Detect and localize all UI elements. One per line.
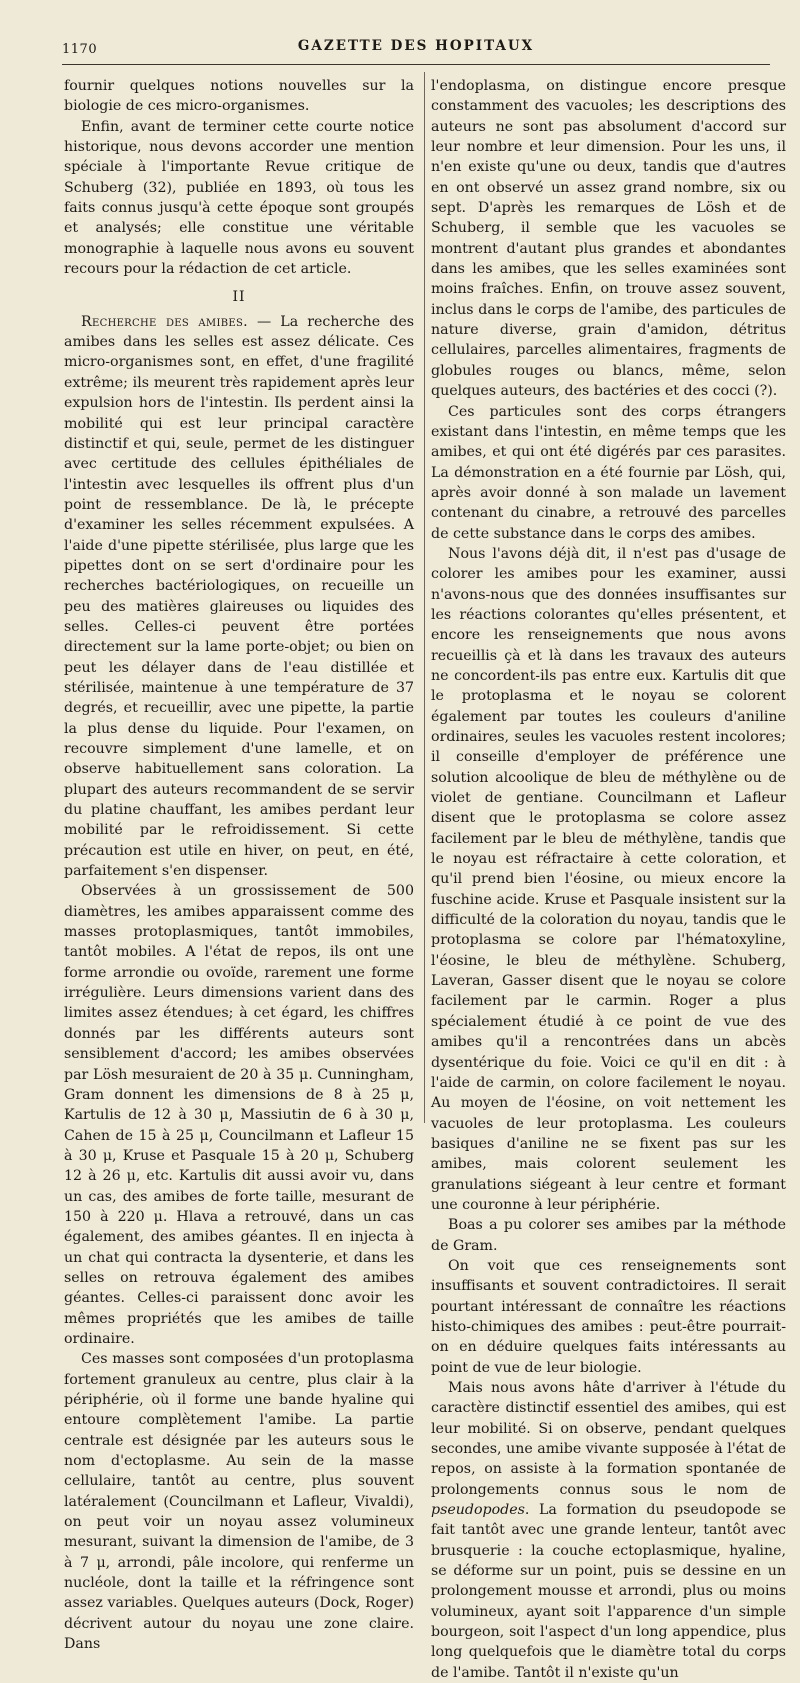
paragraph-text: — La recherche des amibes dans les selles est assez délicate. Ces micro-organismes sont, en effet, d'une fragilité extrême; ils meurent très rapidement après leur expulsion hors de l'intestin. Ils perdent ainsi la mobilité qui est leur principal caractère distinctif et qui, seule, permet de les distinguer avec certitude des cellules épithéliales de l'intestin avec lesquelles ils offrent plus d'un point de ressemblance. De là, le précepte d'examiner les selles récemment expulsées. A l'aide d'une pipette stérilisée, plus large que les pipettes dont on se sert d'ordinaire pour les recherches bactériologiques, on recueille un peu des matières glaireuses ou liquides des selles. Celles-ci peuvent être portées directement sur la lame porte-objet; ou bien on peut les délayer dans de l'eau distillée et stérilisée, maintenue à une température de 37 degrés, et recueillir, avec une pipette, la partie la plus dense du liquide. Pour l'examen, on recouvre simplement d'une lamelle, et on observe habituellement sans coloration. La plupart des auteurs recommandent de se servir du platine chauffant, les amibes perdant leur mobilité par le refroidissement. Si cette précaution est utile en hiver, on peut, en été, parfaitement s'en dispenser. bbox=[64, 313, 414, 880]
paragraph bbox=[431, 1378, 786, 1683]
italic-term: pseudopodes bbox=[431, 1502, 525, 1519]
paragraph: Boas a pu colorer ses amibes par la méthode de Gram. bbox=[431, 1217, 786, 1254]
section-number: II bbox=[232, 289, 246, 306]
page-header bbox=[62, 36, 770, 60]
column-divider bbox=[424, 72, 425, 1123]
paragraph: Nous l'avons déjà dit, il n'est pas d'usage de colorer les amibes pour les examiner, aussi n'avons-nous que des données insuffisantes sur les réactions colorantes qu'elles présentent, et encore les renseignements que nous avons recueillis çà et là dans les travaux des auteurs ne concordent-ils pas entre eux. Kartulis dit que le protoplasma et le noyau se colorent également par toutes les couleurs d'aniline ordinaires, seules les vacuoles restent incolores; il conseille d'employer de préférence une solution alcoolique de bleu de méthylène ou de violet de gentiane. Councilmann et Lafleur disent que le protoplasma se colore assez facilement par le bleu de méthylène, tandis que le noyau est réfractaire à cette coloration, et qu'il prend bien l'éosine, ou mieux encore la fuschine acide. Kruse et Pasquale insistent sur la difficulté de la coloration du noyau, tandis que le protoplasma se colore par l'hématoxyline, l'éosine, le bleu de méthylène. Schuberg, Laveran, Gasser disent que le noyau se colore facilement par le carmin. Roger a plus spécialement étudié à ce point de vue des amibes qu'il a rencontrées dans un abcès dysentérique du foie. Voici ce qu'il en dit : à l'aide de carmin, on colore facilement le noyau. Au moyen de l'éosine, on voit nettement les vacuoles de leur protoplasma. Les couleurs basiques d'aniline ne se fixent pas sur les amibes, mais colorent seulement les granulations siégeant à leur centre et formant une couronne à leur périphérie. bbox=[431, 545, 786, 1213]
paragraph: Ces masses sont composées d'un protoplasma fortement granuleux au centre, plus clair à la périphérie, où il forme une bande hyaline qui entoure complètement l'amibe. La partie centrale est désignée par les auteurs sous le nom d'ectoplasme. Au sein de la masse cellulaire, tantôt au centre, plus souvent latéralement (Councilmann et Lafleur, Vivaldi), on peut voir un noyau assez volumineux mesurant, suivant la dimension de l'amibe, de 3 à 7 μ, arrondi, pâle incolore, qui renferme un nucléole, dont la taille et la réfringence sont assez variables. Quelques auteurs (Dock, Roger) décrivent autour du noyau une zone claire. Dans bbox=[64, 1351, 414, 1653]
paragraph-text: Mais nous avons hâte d'arriver à l'étude du caractère distinctif essentiel des amibes, qui est leur mobilité. Si on observe, pendant quelques secondes, une amibe vivante supposée à l'état de repos, on assiste à la formation spontanée de prolongements connus sous le nom de bbox=[431, 1380, 786, 1498]
paragraph-text: . La formation du pseudopode se fait tantôt avec une grande lenteur, tantôt avec brusquerie : la couche ectoplasmique, hyaline, se déforme sur un point, puis se dessine en un prolongement mousse et arrondi, plus ou moins volumineux, ayant soit l'apparence d'un simple bourgeon, soit l'aspect d'un long appendice, plus long quelquefois que le diamètre total du corps de l'amibe. Tantôt il n'existe qu'un bbox=[431, 1502, 786, 1681]
paragraph: fournir quelques notions nouvelles sur la biologie de ces micro-organismes. bbox=[64, 78, 414, 115]
section-heading: Recherche des amibes. bbox=[81, 313, 248, 330]
right-column bbox=[431, 76, 786, 1683]
header-rule bbox=[62, 64, 770, 65]
paragraph: On voit que ces renseignements sont insuffisants et souvent contradictoires. Il serait pourtant intéressant de connaître les réactions histo-chimiques des amibes : peut-être pourrait-on en déduire quelques faits intéressants au point de vue de leur biologie. bbox=[431, 1257, 786, 1376]
paragraph: Observées à un grossissement de 500 diamètres, les amibes apparaissent comme des masses protoplasmiques, tantôt immobiles, tantôt mobiles. A l'état de repos, ils ont une forme arrondie ou ovoïde, rarement une forme irrégulière. Leurs dimensions varient dans des limites assez étendues; à cet égard, les chiffres donnés par les différents auteurs sont sensiblement d'accord; les amibes observées par Lösh mesuraient de 20 à 35 μ. Cunningham, Gram donnent les dimensions de 8 à 25 μ, Kartulis de 12 à 30 μ, Massiutin de 6 à 30 μ, Cahen de 15 à 25 μ, Councilmann et Lafleur 15 à 30 μ, Kruse et Pasquale 15 à 20 μ, Schuberg 12 à 26 μ, etc. Kartulis dit aussi avoir vu, dans un cas, des amibes de forte taille, mesurant de 150 à 220 μ. Hlava a retrouvé, dans un cas également, des amibes géantes. Il en injecta à un chat qui contracta la dysenterie, et dans les selles on retrouva également des amibes géantes. Celles-ci paraissent donc avoir les mêmes propriétés que les amibes de taille ordinaire. bbox=[64, 883, 414, 1347]
paragraph bbox=[64, 312, 414, 882]
paragraph: l'endoplasma, on distingue encore presque constamment des vacuoles; les descriptions des auteurs ne sont pas absolument d'accord sur leur nombre et leur dimension. Pour les uns, il n'en existe qu'une ou deux, tandis que d'autres en ont observé un assez grand nombre, six ou sept. D'après les remarques de Lösh et de Schuberg, il semble que les vacuoles se montrent d'autant plus grandes et abondantes dans les amibes, que les selles examinées sont moins fraîches. Enfin, on trouve assez souvent, inclus dans le corps de l'amibe, des particules de nature diverse, grain d'amidon, détritus cellulaires, parcelles alimentaires, fragments de globules rouges ou blancs, même, selon quelques auteurs, des bactéries et des cocci (?). bbox=[431, 78, 786, 400]
running-title: GAZETTE DES HOPITAUX bbox=[297, 38, 535, 54]
left-column bbox=[64, 76, 414, 1654]
page-number: 1170 bbox=[62, 42, 98, 57]
paragraph: Ces particules sont des corps étrangers existant dans l'intestin, en même temps que les amibes, et qui ont été digérés par ces parasites. La démonstration en a été fournie par Lösh, qui, après avoir donné à son malade un lavement contenant du cinabre, a retrouvé des parcelles de cette substance dans le corps des amibes. bbox=[431, 403, 786, 542]
paragraph: Enfin, avant de terminer cette courte notice historique, nous devons accorder une mention spéciale à l'importante Revue critique de Schuberg (32), publiée en 1893, où tous les faits connus jusqu'à cette époque sont groupés et analysés; elle constitue une véritable monographie à laquelle nous avons eu souvent recours pour la rédaction de cet article. bbox=[64, 118, 414, 278]
